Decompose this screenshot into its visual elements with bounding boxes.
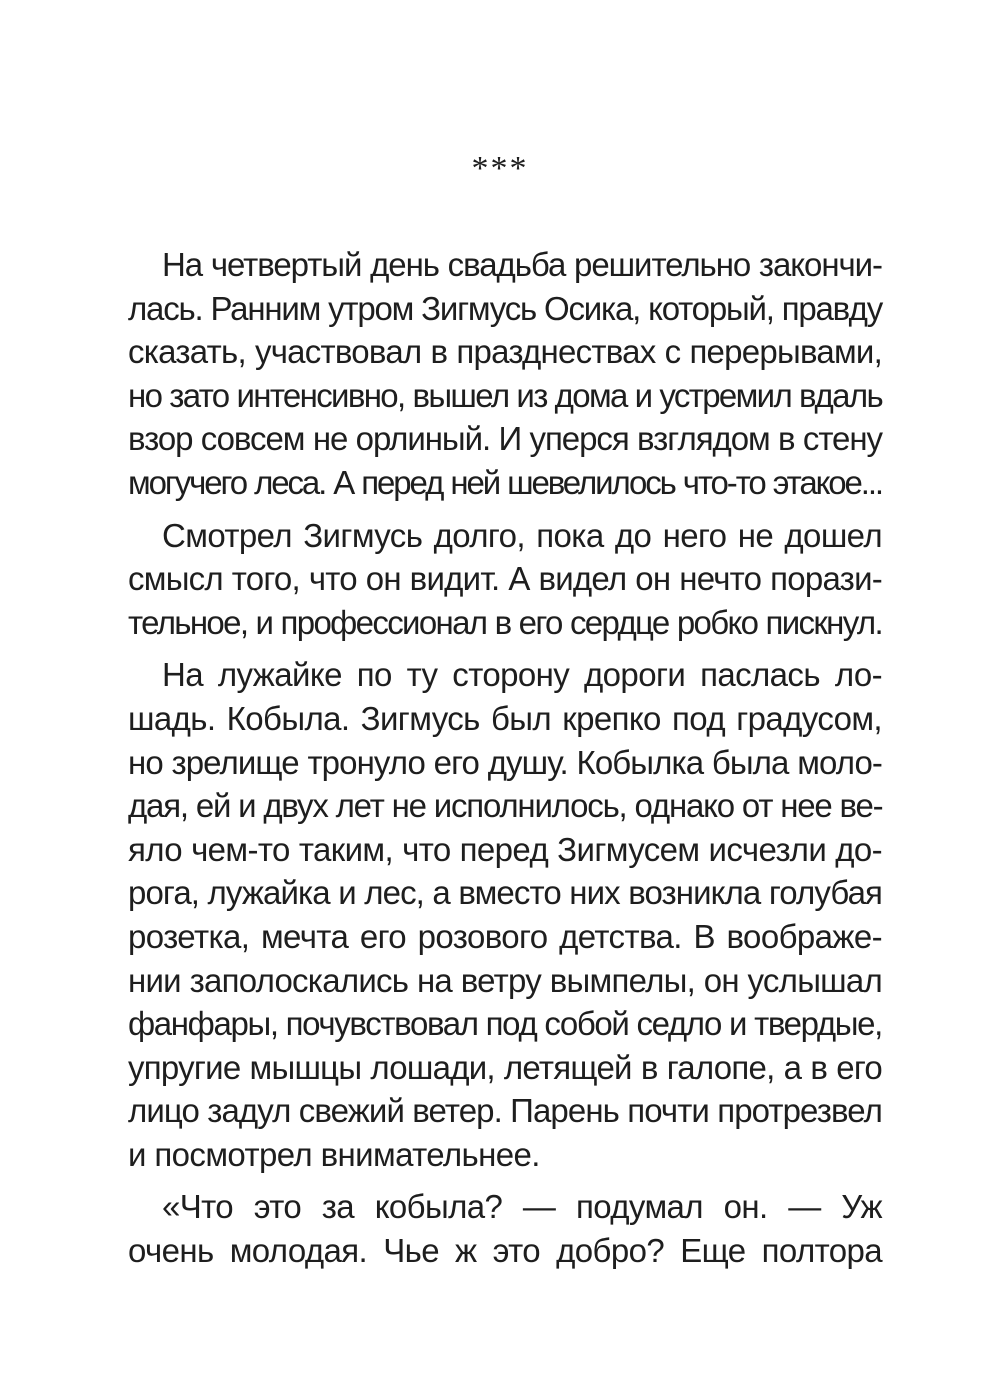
text-line: но зрелище тронуло его душу. Кобылка была моло-	[128, 743, 882, 781]
text-line: лась. Ранним утром Зигмусь Осика, который, правду	[128, 289, 882, 327]
text-line: нии заполоскались на ветру вымпелы, он услышал	[128, 961, 882, 999]
text-line: лицо задул свежий ветер. Парень почти протрезвел	[128, 1092, 882, 1130]
text-line: На четвертый день свадьба решительно закончи-	[162, 246, 882, 283]
text-line: розетка, мечта его розового детства. В воображе-	[128, 917, 882, 955]
text-line: тельное, и профессионал в его сердце робко пискнул.	[128, 603, 882, 641]
paragraph-3	[128, 653, 882, 1176]
paragraph-1	[128, 243, 882, 505]
text-line: очень молодая. Чье ж это добро? Еще полтора	[128, 1232, 882, 1270]
text-line: сказать, участвовал в празднествах с перерывами,	[128, 333, 882, 371]
text-line: фанфары, почувствовал под собой седло и твердые,	[128, 1005, 882, 1043]
text-line: упругие мышцы лошади, летящей в галопе, а в его	[128, 1048, 882, 1086]
section-separator: ***	[471, 150, 529, 187]
text-line: рога, лужайка и лес, а вместо них возникла голубая	[128, 874, 882, 912]
paragraph-4	[128, 1185, 882, 1272]
text-line: дая, ей и двух лет не исполнилось, однако от нее ве-	[128, 787, 883, 825]
text-line: «Что это за кобыла? — подумал он. — Уж	[162, 1188, 882, 1226]
text-line: шадь. Кобыла. Зигмусь был крепко под градусом,	[128, 699, 882, 737]
text-line: На лужайке по ту сторону дороги паслась ло-	[162, 656, 882, 694]
paragraph-2	[128, 514, 882, 645]
body-text	[128, 243, 882, 1273]
text-line: смысл того, что он видит. А видел он нечто порази-	[128, 560, 882, 598]
text-line: и посмотрел внимательнее.	[128, 1135, 540, 1173]
text-line: но зато интенсивно, вышел из дома и устремил вдаль	[128, 376, 882, 414]
text-line: яло чем-то таким, что перед Зигмусем исчезли до-	[128, 830, 882, 868]
text-line: Смотрел Зигмусь долго, пока до него не дошел	[162, 516, 882, 554]
text-line: взор совсем не орлиный. И уперся взглядом в стену	[128, 420, 882, 458]
text-line: могучего леса. А перед ней шевелилось что-то этакое...	[128, 463, 882, 501]
